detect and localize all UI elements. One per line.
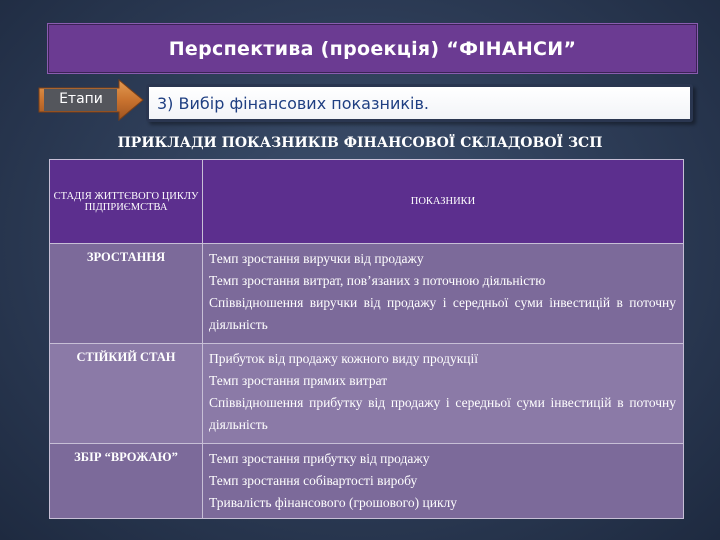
indicators-cell bbox=[203, 444, 684, 519]
stage-cell: СТІЙКИЙ СТАН bbox=[50, 344, 203, 444]
step-text: 3) Вибір фінансових показників. bbox=[157, 93, 429, 113]
stage-tag: Етапи bbox=[59, 91, 103, 107]
table-row bbox=[50, 444, 684, 519]
indicators-cell bbox=[203, 344, 684, 444]
table-row bbox=[50, 244, 684, 344]
stage-cell: ЗБІР “ВРОЖАЮ” bbox=[50, 444, 203, 519]
indicator-item: Темп зростання виручки від продажу bbox=[209, 251, 424, 266]
indicator-item: Прибуток від продажу кожного виду продукції bbox=[209, 351, 478, 366]
header-indicators: ПОКАЗНИКИ bbox=[203, 160, 684, 244]
indicator-item: Темп зростання витрат, пов’язаних з поточною діяльністю bbox=[209, 273, 546, 288]
indicator-item: Темп зростання прямих витрат bbox=[209, 373, 388, 388]
slide-title-bar bbox=[47, 23, 698, 74]
indicator-item: Співвідношення прибутку від продажу і середньої суми інвестицій в поточну діяльність bbox=[209, 395, 676, 432]
indicators-cell bbox=[203, 244, 684, 344]
stage-cell: ЗРОСТАННЯ bbox=[50, 244, 203, 344]
indicator-item: Темп зростання собівартості виробу bbox=[209, 473, 418, 488]
header-stage: СТАДІЯ ЖИТТЄВОГО ЦИКЛУ ПІДПРИЄМСТВА bbox=[50, 160, 203, 244]
table-row bbox=[50, 344, 684, 444]
indicator-item: Співвідношення виручки від продажу і середньої суми інвестицій в поточну діяльність bbox=[209, 295, 676, 332]
table-header-row bbox=[50, 160, 684, 244]
indicator-item: Темп зростання прибутку від продажу bbox=[209, 451, 430, 466]
slide-title: Перспектива (проекція) “ФІНАНСИ” bbox=[168, 37, 577, 60]
indicators-table bbox=[49, 159, 684, 519]
section-heading: ПРИКЛАДИ ПОКАЗНИКІВ ФІНАНСОВОЇ СКЛАДОВОЇ ЗСП bbox=[117, 135, 603, 151]
indicator-item: Тривалість фінансового (грошового) циклу bbox=[209, 495, 457, 510]
step-box bbox=[146, 84, 693, 122]
